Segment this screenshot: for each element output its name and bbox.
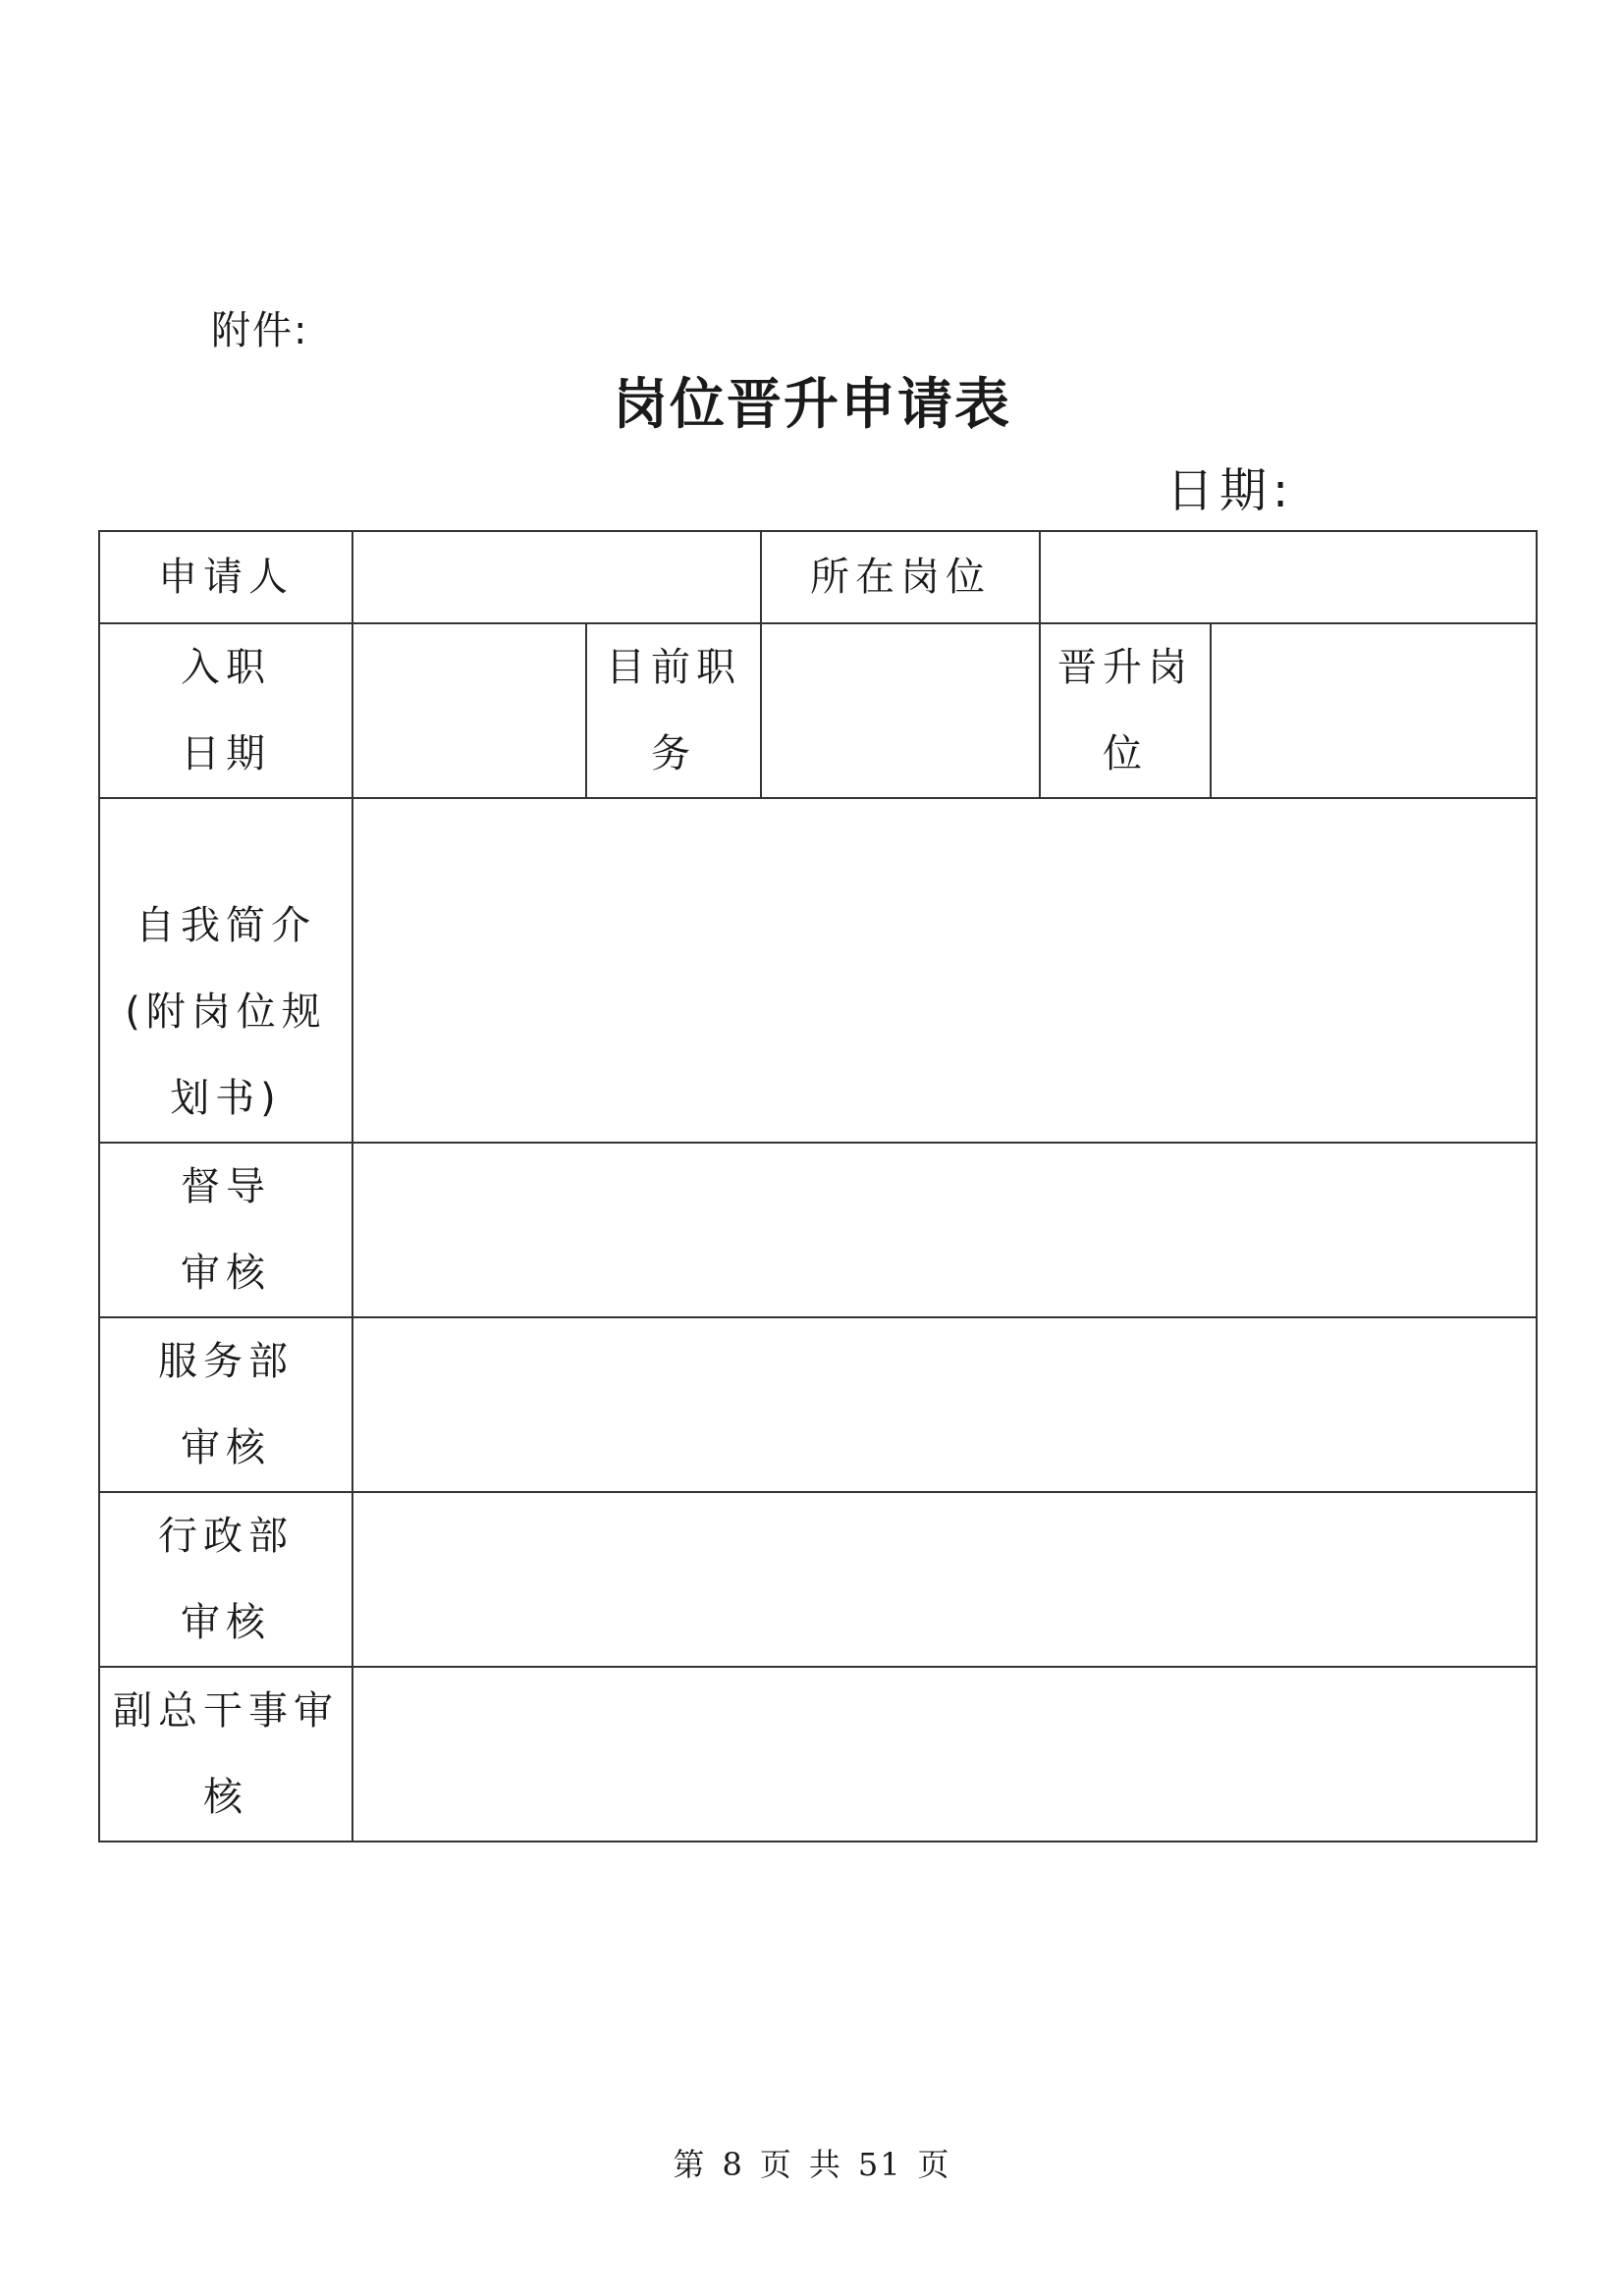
form-title: 岗位晋升申请表 (613, 372, 1011, 437)
hire-date-label: 入职 日期 (99, 623, 352, 798)
applicant-field[interactable] (352, 531, 761, 623)
table-row (99, 623, 1537, 798)
page-number: 8 (722, 2146, 744, 2183)
total-pages: 51 (857, 2146, 902, 2183)
applicant-label: 申请人 (99, 531, 352, 623)
table-row (99, 1492, 1537, 1667)
current-position-field[interactable] (1040, 531, 1537, 623)
date-label: 日期: (1166, 463, 1295, 518)
table-row (99, 798, 1537, 1143)
table-row (99, 1667, 1537, 1842)
supervisor-review-field[interactable] (352, 1143, 1537, 1317)
deputy-director-review-field[interactable] (352, 1667, 1537, 1842)
promotion-application-table (98, 530, 1538, 1842)
page-footer: 第 8 页 共 51 页 (673, 2146, 951, 2183)
current-duty-label: 目前职 务 (586, 623, 761, 798)
promotion-position-field[interactable] (1211, 623, 1537, 798)
current-position-label: 所在岗位 (761, 531, 1040, 623)
table-row (99, 531, 1537, 623)
table-row (99, 1143, 1537, 1317)
self-intro-field[interactable] (352, 798, 1537, 1143)
service-dept-review-field[interactable] (352, 1317, 1537, 1492)
current-duty-field[interactable] (761, 623, 1040, 798)
supervisor-review-label: 督导 审核 (99, 1143, 352, 1317)
admin-dept-review-field[interactable] (352, 1492, 1537, 1667)
promotion-position-label: 晋升岗 位 (1040, 623, 1211, 798)
attachment-label: 附件: (211, 308, 309, 353)
deputy-director-review-label: 副总干事审 核 (99, 1667, 352, 1842)
table-row (99, 1317, 1537, 1492)
self-intro-label: 自我简介 (附岗位规 划书) (99, 798, 352, 1143)
service-dept-review-label: 服务部 审核 (99, 1317, 352, 1492)
hire-date-field[interactable] (352, 623, 586, 798)
admin-dept-review-label: 行政部 审核 (99, 1492, 352, 1667)
